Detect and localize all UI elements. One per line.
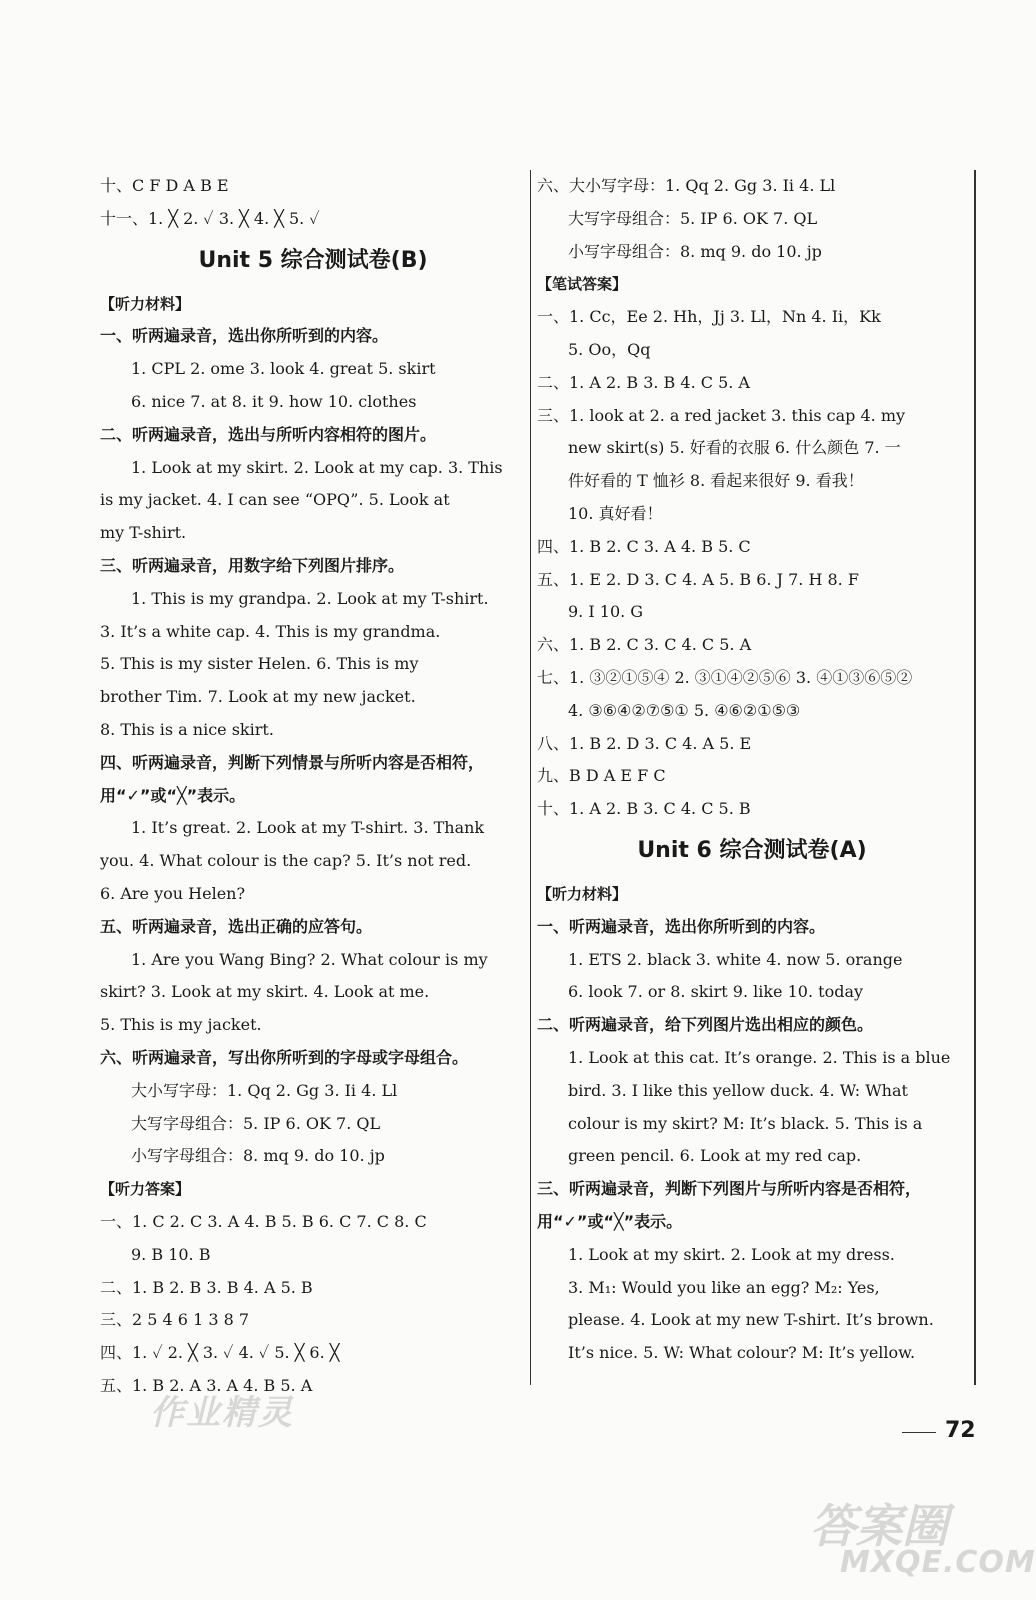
- watermark-zuoye: 作业精灵: [150, 1393, 294, 1433]
- question-heading: 二、听两遍录音，给下列图片选出相应的颜色。: [537, 1015, 874, 1035]
- text-line: you. 4. What colour is the cap? 5. It’s not red.: [100, 851, 472, 871]
- text-line: 1. Are you Wang Bing? 2. What colour is my: [131, 949, 488, 969]
- text-line: 3. M₁: Would you like an egg? M₂: Yes,: [568, 1277, 880, 1297]
- answer-line: 五、1. B 2. A 3. A 4. B 5. A: [100, 1375, 313, 1395]
- right-margin-rule: [974, 170, 976, 1385]
- text-line: 9. I 10. G: [568, 602, 644, 622]
- text-line: 5. Oo，Qq: [568, 339, 651, 359]
- question-heading-cont: 用“✓”或“╳”表示。: [100, 785, 246, 805]
- answer-line: 三、2 5 4 6 1 3 8 7: [100, 1310, 250, 1330]
- page-number: 72: [945, 1418, 976, 1443]
- text-line: 5. This is my sister Helen. 6. This is my: [100, 654, 419, 674]
- page-number-dash: [902, 1432, 936, 1433]
- text-line: 5. This is my jacket.: [100, 1015, 262, 1035]
- section-title: Unit 5 综合测试卷(B): [198, 247, 428, 273]
- left-column: [100, 170, 526, 1403]
- text-line: 小写字母组合：8. mq 9. do 10. jp: [568, 241, 822, 261]
- question-heading: 二、听两遍录音，选出与所听内容相符的图片。: [100, 424, 437, 444]
- text-line: 6. Are you Helen?: [100, 883, 246, 903]
- answer-line: 十一、1. ╳ 2. ✓ 3. ╳ 4. ╳ 5. ✓: [100, 208, 320, 228]
- watermark-site: MXQE.COM: [840, 1545, 1036, 1580]
- text-line: bird. 3. I like this yellow duck. 4. W: What: [568, 1080, 908, 1100]
- answer-line: 四、1. B 2. C 3. A 4. B 5. C: [537, 536, 751, 556]
- question-heading: 一、听两遍录音，选出你所听到的内容。: [100, 326, 389, 346]
- answer-line: 二、1. A 2. B 3. B 4. C 5. A: [537, 372, 750, 392]
- text-line: 1. It’s great. 2. Look at my T-shirt. 3. Thank: [131, 818, 485, 838]
- answer-line: 九、B D A E F C: [537, 766, 666, 786]
- question-heading-cont: 用“✓”或“╳”表示。: [537, 1211, 683, 1231]
- text-line: is my jacket. 4. I can see “OPQ”. 5. Look at: [100, 490, 450, 510]
- section-title: Unit 6 综合测试卷(A): [637, 837, 867, 863]
- text-line: 大小写字母：1. Qq 2. Gg 3. Ii 4. Ll: [131, 1080, 398, 1100]
- question-heading: 三、听两遍录音，判断下列图片与所听内容是否相符，: [537, 1179, 922, 1199]
- text-line: 3. It’s a white cap. 4. This is my grandma.: [100, 621, 441, 641]
- text-line: skirt? 3. Look at my skirt. 4. Look at me.: [100, 982, 430, 1002]
- answer-line: 一、1. Cc，Ee 2. Hh，Jj 3. Ll，Nn 4. Ii，Kk: [537, 307, 881, 327]
- text-line: 1. CPL 2. ome 3. look 4. great 5. skirt: [131, 359, 436, 379]
- question-heading: 五、听两遍录音，选出正确的应答句。: [100, 916, 373, 936]
- text-line: 1. Look at this cat. It’s orange. 2. This is a blue: [568, 1047, 951, 1067]
- question-heading: 三、听两遍录音，用数字给下列图片排序。: [100, 555, 405, 575]
- right-column: [537, 170, 967, 1370]
- text-line: 大写字母组合：5. IP 6. OK 7. QL: [568, 208, 818, 228]
- text-line: colour is my skirt? M: It’s black. 5. This is a: [568, 1113, 923, 1133]
- text-line: 大写字母组合：5. IP 6. OK 7. QL: [131, 1113, 381, 1133]
- text-line: 6. look 7. or 8. skirt 9. like 10. today: [568, 982, 864, 1002]
- answer-line: 六、大小写字母：1. Qq 2. Gg 3. Ii 4. Ll: [537, 176, 836, 195]
- question-heading: 六、听两遍录音，写出你所听到的字母或字母组合。: [100, 1047, 469, 1067]
- question-heading: 四、听两遍录音，判断下列情景与所听内容是否相符，: [100, 752, 485, 772]
- text-line: 9. B 10. B: [131, 1244, 211, 1264]
- text-line: 件好看的 T 恤衫 8. 看起来很好 9. 看我！: [568, 471, 864, 491]
- section-label: 【笔试答案】: [537, 275, 628, 294]
- text-line: please. 4. Look at my new T-shirt. It’s brown.: [568, 1310, 934, 1330]
- text-line: 1. ETS 2. black 3. white 4. now 5. orange: [568, 949, 903, 969]
- text-line: 6. nice 7. at 8. it 9. how 10. clothes: [131, 391, 417, 411]
- text-line: 1. Look at my skirt. 2. Look at my cap. 3. This: [131, 457, 503, 477]
- answer-line: 四、1. ✓ 2. ╳ 3. ✓ 4. ✓ 5. ╳ 6. ╳: [100, 1343, 340, 1363]
- text-line: 4. ③⑥④②⑦⑤① 5. ④⑥②①⑤③: [568, 700, 801, 720]
- answer-line: 六、1. B 2. C 3. C 4. C 5. A: [537, 635, 752, 655]
- text-line: 1. Look at my skirt. 2. Look at my dress.: [568, 1244, 895, 1264]
- section-label: 【听力材料】: [537, 884, 628, 903]
- text-line: It’s nice. 5. W: What colour? M: It’s yellow.: [568, 1343, 916, 1363]
- text-line: new skirt(s) 5. 好看的衣服 6. 什么颜色 7. 一: [568, 438, 901, 458]
- answer-line: 十、C F D A B E: [100, 176, 229, 195]
- text-line: 小写字母组合：8. mq 9. do 10. jp: [131, 1146, 385, 1166]
- text-line: my T-shirt.: [100, 523, 187, 543]
- section-label: 【听力答案】: [100, 1180, 191, 1199]
- question-heading: 一、听两遍录音，选出你所听到的内容。: [537, 916, 826, 936]
- text-line: 10. 真好看！: [568, 503, 663, 523]
- answer-line: 三、1. look at 2. a red jacket 3. this cap 4. my: [537, 405, 906, 425]
- answer-line: 五、1. E 2. D 3. C 4. A 5. B 6. J 7. H 8. F: [537, 569, 859, 589]
- answer-line: 二、1. B 2. B 3. B 4. A 5. B: [100, 1277, 313, 1297]
- answer-line: 十、1. A 2. B 3. C 4. C 5. B: [537, 799, 751, 819]
- answer-line: 八、1. B 2. D 3. C 4. A 5. E: [537, 733, 752, 753]
- text-line: green pencil. 6. Look at my red cap.: [568, 1146, 862, 1166]
- answer-line: 一、1. C 2. C 3. A 4. B 5. B 6. C 7. C 8. C: [100, 1211, 427, 1231]
- answer-line: 七、1. ③②①⑤④ 2. ③①④②⑤⑥ 3. ④①③⑥⑤②: [537, 667, 913, 687]
- section-label: 【听力材料】: [100, 294, 191, 313]
- text-line: brother Tim. 7. Look at my new jacket.: [100, 687, 416, 707]
- text-line: 8. This is a nice skirt.: [100, 719, 274, 739]
- watermark-daanquan-logo: 答案圈: [810, 1499, 948, 1553]
- text-line: 1. This is my grandpa. 2. Look at my T-shirt.: [131, 588, 489, 608]
- column-divider: [530, 170, 531, 1385]
